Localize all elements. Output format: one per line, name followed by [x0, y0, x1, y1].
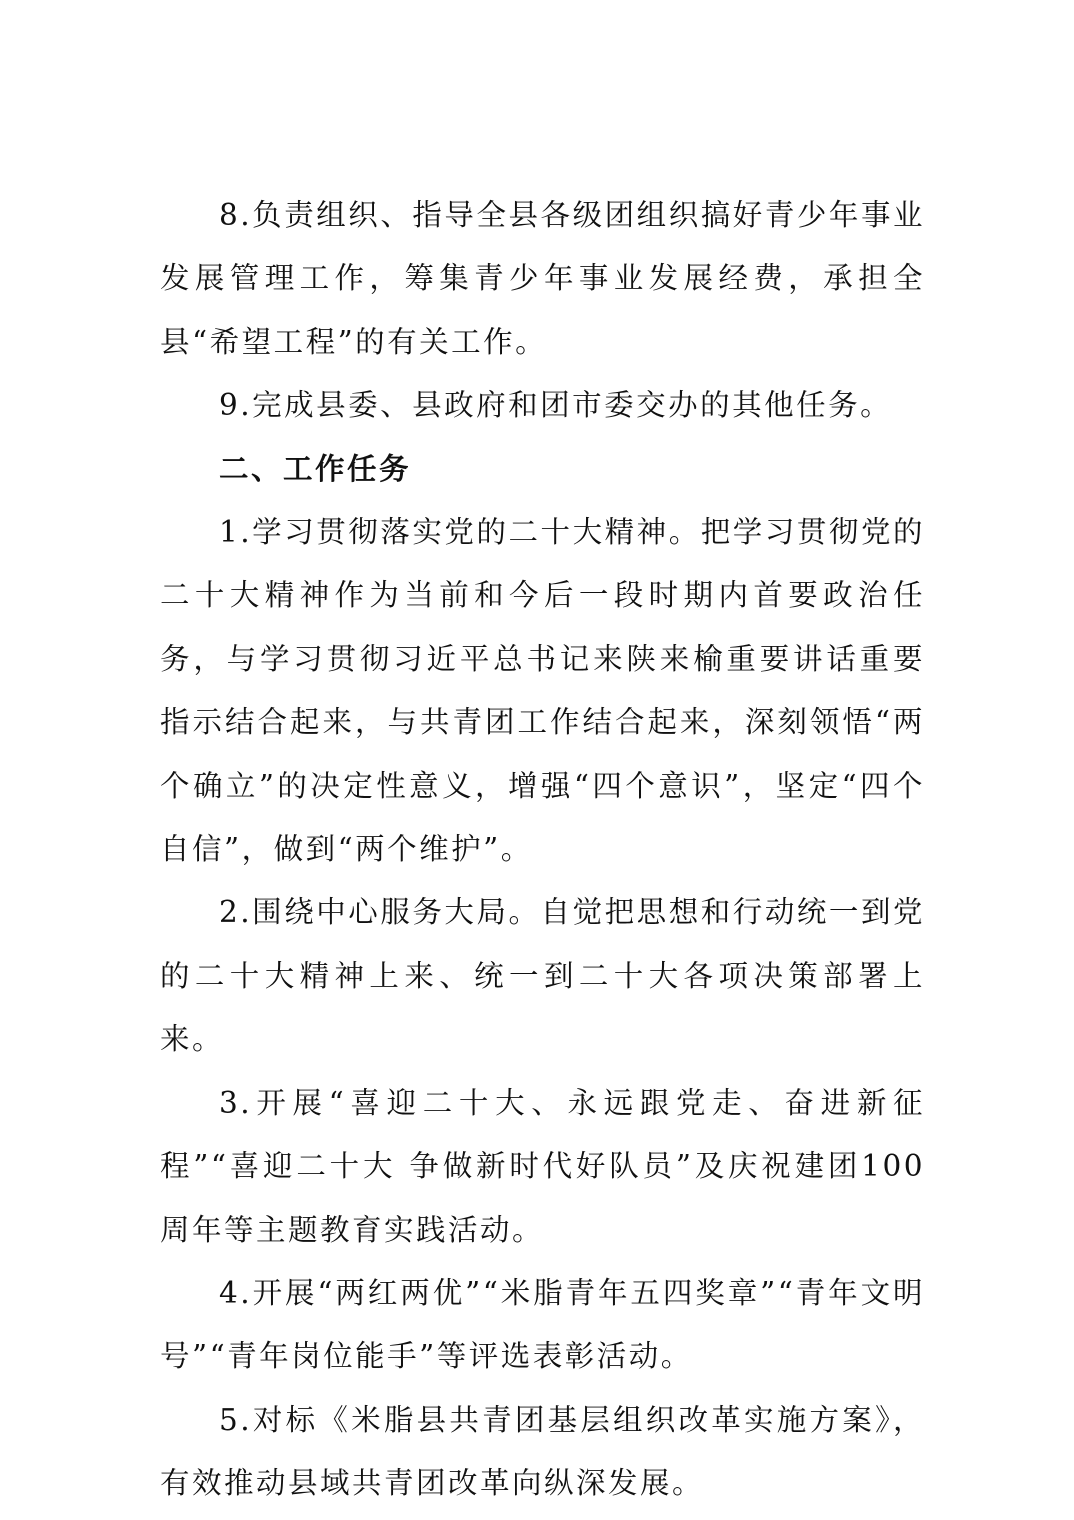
paragraph-task-1: 1.学习贯彻落实党的二十大精神。把学习贯彻党的二十大精神作为当前和今后一段时期内首要政治任务，与学习贯彻习近平总书记来陕来榆重要讲话重要指示结合起来，与共青团工作结合起来，深刻领悟“两个确立”的决定性意义，增强“四个意识”，坚定“四个自信”，做到“两个维护”。: [160, 515, 925, 867]
section-heading-work-tasks: 二、工作任务: [219, 451, 412, 486]
document-page: [160, 184, 925, 1516]
paragraph-duty-9: 9.完成县委、县政府和团市委交办的其他任务。: [219, 388, 893, 423]
paragraph-task-4: 4.开展“两红两优”“米脂青年五四奖章”“青年文明号”“青年岗位能手”等评选表彰活动。: [160, 1275, 925, 1374]
paragraph-task-5: 5.对标《米脂县共青团基层组织改革实施方案》，有效推动县域共青团改革向纵深发展。: [160, 1402, 925, 1501]
paragraph-task-2: 2.围绕中心服务大局。自觉把思想和行动统一到党的二十大精神上来、统一到二十大各项决策部署上来。: [160, 895, 925, 1057]
paragraph-task-3: 3.开展“喜迎二十大、永远跟党走、奋进新征程”“喜迎二十大 争做新时代好队员”及庆祝建团100周年等主题教育实践活动。: [160, 1085, 925, 1247]
paragraph-duty-8: 8.负责组织、指导全县各级团组织搞好青少年事业发展管理工作，筹集青少年事业发展经费，承担全县“希望工程”的有关工作。: [160, 198, 925, 359]
